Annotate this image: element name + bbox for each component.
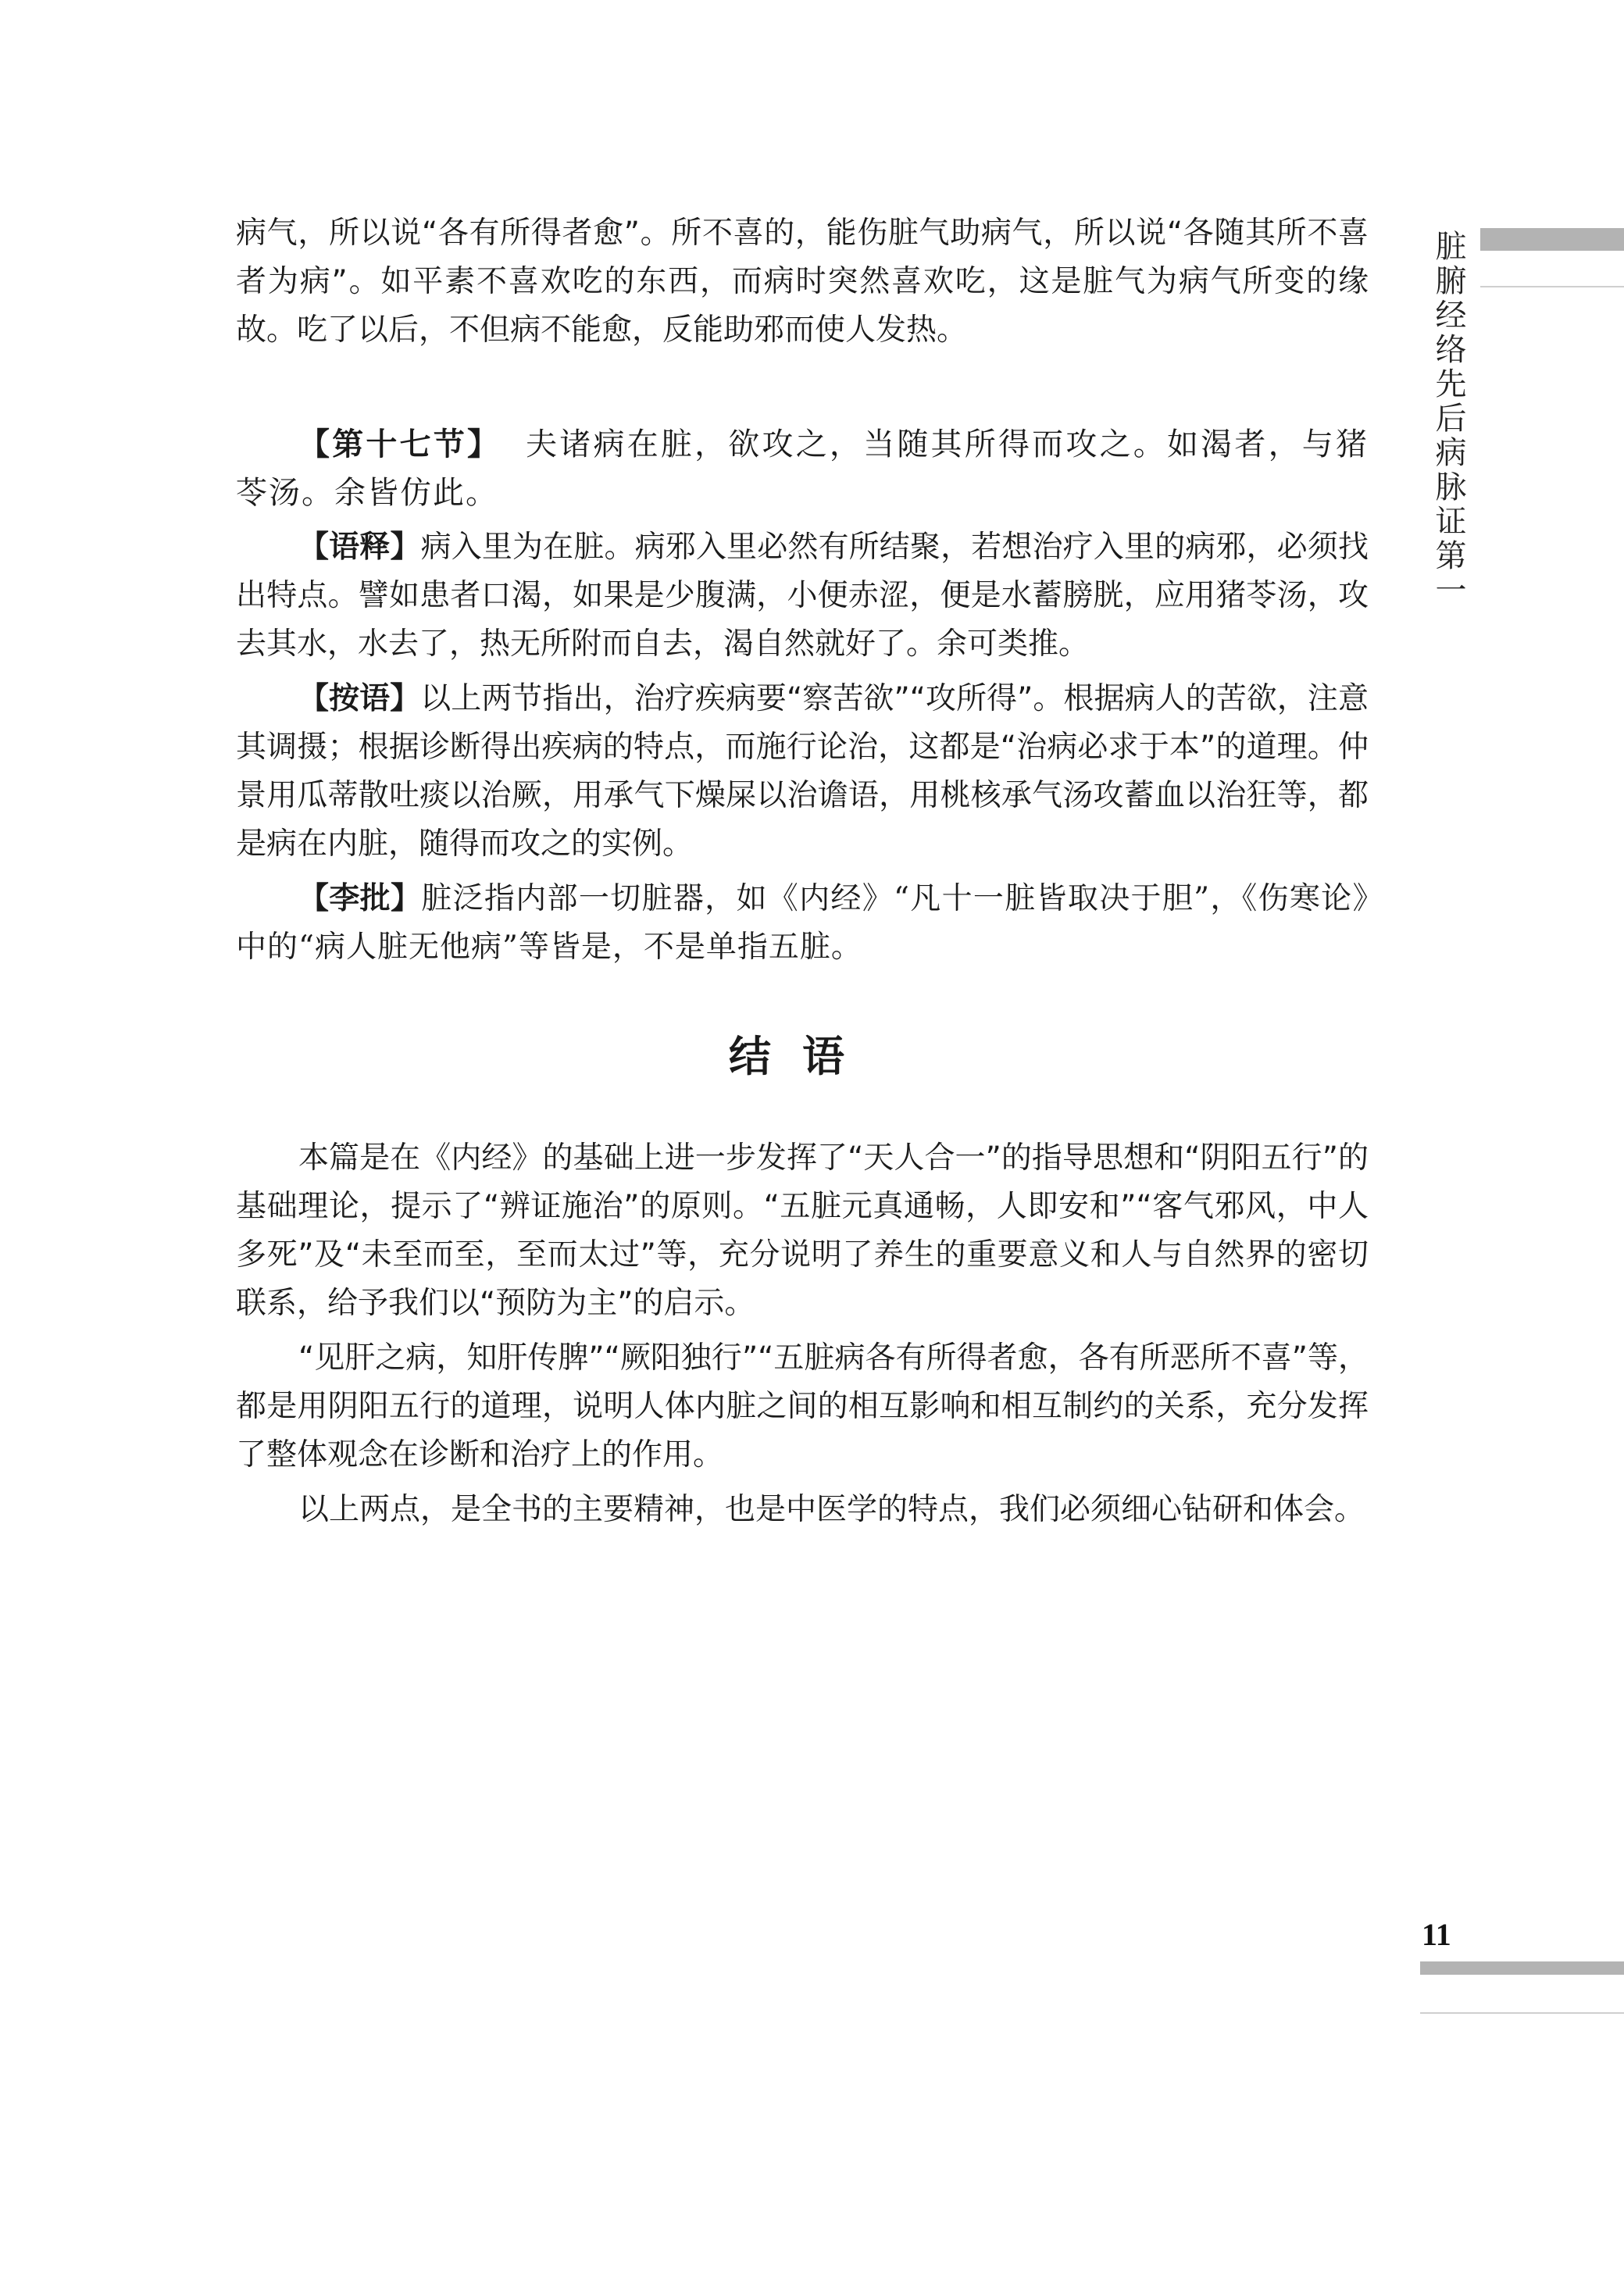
anyu-text: 以上两节指出，治疗疾病要“察苦欲”“攻所得”。根据病人的苦欲，注意其调摄；根据诊断得出疾病的特点，而施行论治，这都是“治病必求于本”的道理。仲景用瓜蒂散吐痰以治厥，用承气下燥屎以治谵语，用桃核承气汤攻蓄血以治狂等，都是病在内脏，随得而攻之的实例。: [236, 681, 1369, 862]
conclusion-paragraph-3: 以上两点，是全书的主要精神，也是中医学的特点，我们必须细心钻研和体会。: [298, 1492, 1365, 1527]
yushi-paragraph: [236, 523, 1369, 669]
side-bar-bottom: [1420, 1961, 1624, 1975]
section-17: [236, 420, 1369, 517]
conclusion-paragraph-1: 本篇是在《内经》的基础上进一步发挥了“天人合一”的指导思想和“阴阳五行”的基础理论，提示了“辨证施治”的原则。“五脏元真通畅，人即安和”“客气邪风，中人多死”及“未至而至，至而太过”等，充分说明了养生的重要意义和人与自然界的密切联系，给予我们以“预防为主”的启示。: [236, 1140, 1369, 1321]
page-number: 11: [1422, 1917, 1451, 1952]
lipi-text: 脏泛指内部一切脏器，如《内经》“凡十一脏皆取决于胆”，《伤寒论》中的“病人脏无他病”等皆是，不是单指五脏。: [236, 881, 1369, 965]
page-body: [236, 209, 1369, 1534]
anyu-paragraph: [236, 675, 1369, 869]
conclusion-paragraph-2: “见肝之病，知肝传脾”“厥阳独行”“五脏病各有所得者愈，各有所恶所不喜”等，都是用阴阳五行的道理，说明人体内脏之间的相互影响和相互制约的关系，充分发挥了整体观念在诊断和治疗上的作用。: [236, 1340, 1369, 1472]
paragraph-continuation: 病气，所以说“各有所得者愈”。所不喜的，能伤脏气助病气，所以说“各随其所不喜者为病”。如平素不喜欢吃的东西，而病时突然喜欢吃，这是脏气为病气所变的缘故。吃了以后，不但病不能愈，反能助邪而使人发热。: [236, 216, 1369, 348]
section-17-text: 夫诸病在脏，欲攻之，当随其所得而攻之。如渴者，与猪苓汤。余皆仿此。: [236, 427, 1369, 511]
conclusion-heading: 结语: [729, 1032, 876, 1081]
lipi-label: 【李批】: [298, 881, 422, 916]
side-bar-top: [1480, 228, 1624, 251]
lipi-paragraph: [236, 875, 1369, 972]
running-header: 脏腑经络先后病脉证第一: [1430, 230, 1466, 608]
yushi-text: 病入里为在脏。病邪入里必然有所结聚，若想治疗入里的病邪，必须找出特点。譬如患者口渴，如果是少腹满，小便赤涩，便是水蓄膀胱，应用猪苓汤，攻去其水，水去了，热无所附而自去，渴自然就好了。余可类推。: [236, 530, 1369, 662]
section-17-label: 【第十七节】: [298, 426, 501, 462]
side-rule-top: [1480, 286, 1624, 287]
yushi-label: 【语释】: [298, 530, 421, 565]
anyu-label: 【按语】: [298, 681, 421, 716]
side-rule-bottom: [1420, 2012, 1624, 2014]
